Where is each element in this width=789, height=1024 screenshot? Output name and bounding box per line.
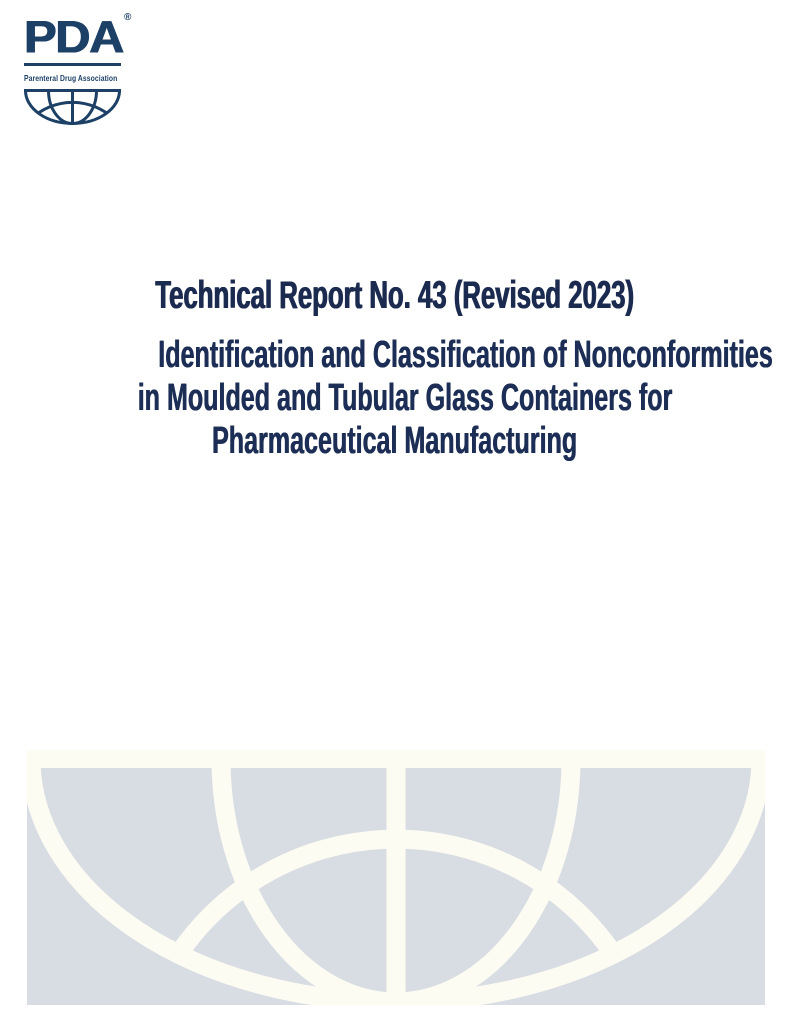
subtitle-line-3: Pharmaceutical Manufacturing [211,420,578,462]
logo-underline [24,63,121,66]
report-subtitle [0,334,789,463]
footer-watermark [27,741,765,1005]
subtitle-line-1: Identification and Classification of Nonconformities [158,334,773,376]
pda-logo-wordmark [24,12,132,63]
pda-logo-text: PDA [24,13,123,63]
globe-icon [24,89,121,126]
pda-logo [24,12,132,126]
registered-trademark-symbol: ® [123,12,132,23]
half-globe-watermark-icon [27,741,765,1005]
subtitle-line-2: in Moulded and Tubular Glass Containers for [137,377,673,419]
logo-tagline: Parenteral Drug Association [24,73,118,83]
report-title: Technical Report No. 43 (Revised 2023) [155,274,634,317]
